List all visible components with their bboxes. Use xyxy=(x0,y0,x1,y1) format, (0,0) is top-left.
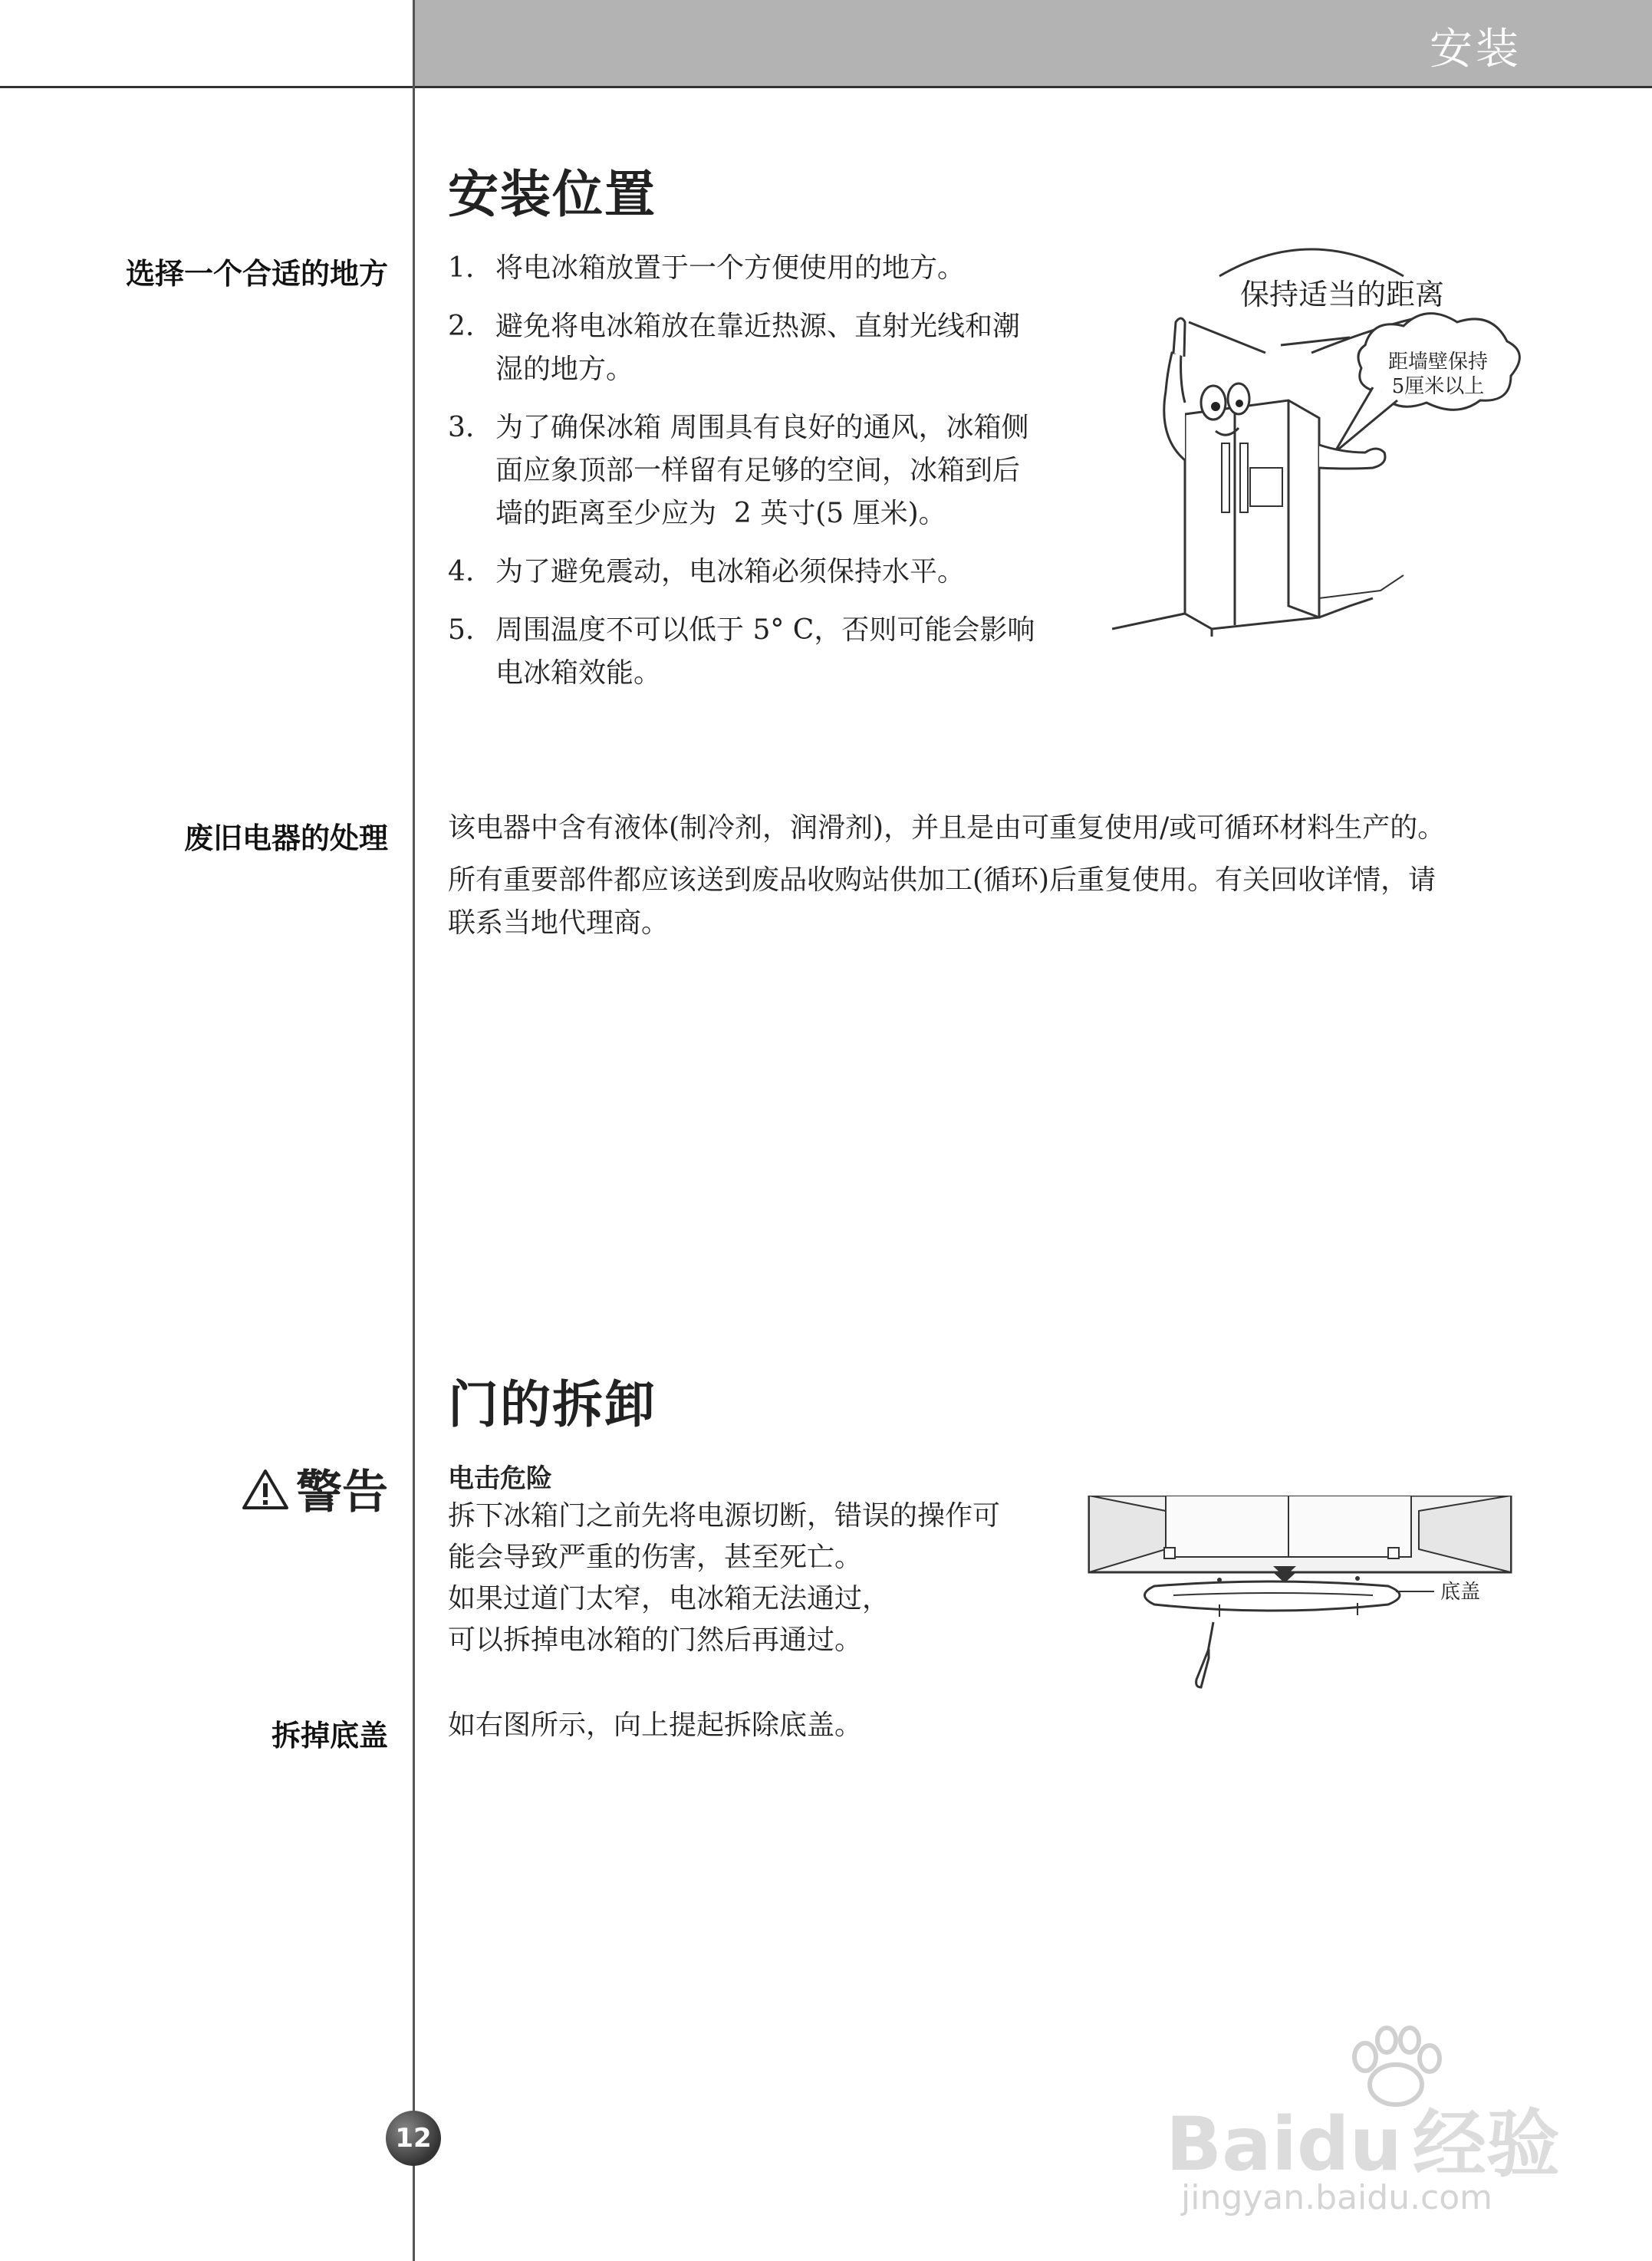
install-location-list xyxy=(448,247,1107,710)
warning-triangle-icon xyxy=(241,1468,290,1511)
side-label-disposal: 废旧电器的处理 xyxy=(183,821,388,855)
hazard-title: 电击危险 xyxy=(448,1463,552,1494)
figure-caption: 保持适当的距离 xyxy=(1239,278,1445,311)
bubble-line-1: 距墙壁保持 xyxy=(1387,351,1489,374)
section-title-install-location: 安装位置 xyxy=(448,164,657,224)
watermark-brand: Bai xyxy=(1166,2101,1297,2187)
disposal-paragraph: 该电器中含有液体(制冷剂，润滑剂)，并且是由可重复使用/或可循环材料生产的。 所有重要部件都应该送到废品收购站供加工(循环)后重复使用。有关回收详情，请 联系当地代理商。 xyxy=(448,812,1446,939)
fridge-mascot-icon xyxy=(1112,230,1542,644)
base-cover-illustration xyxy=(1081,1496,1542,1695)
side-label-choose-location: 选择一个合适的地方 xyxy=(125,257,388,291)
watermark-brand-du: du xyxy=(1296,2101,1402,2187)
base-cover-label: 底盖 xyxy=(1440,1581,1481,1604)
watermark-cn: 经验 xyxy=(1412,2101,1560,2187)
baidu-watermark xyxy=(1166,2025,1626,2224)
remove-cover-text: 如右图所示，向上提起拆除底盖。 xyxy=(448,1710,863,1741)
warning-heading xyxy=(241,1456,388,1522)
base-cover-diagram-icon xyxy=(1081,1496,1542,1695)
warning-label: 警告 xyxy=(296,1466,388,1519)
side-label-remove-cover: 拆掉底盖 xyxy=(271,1719,388,1753)
chapter-title: 安装 xyxy=(1430,25,1522,74)
list-item: 1. 将电冰箱放置于一个方便使用的地方。 xyxy=(448,247,1107,290)
list-item: 4. 为了避免震动，电冰箱必须保持水平。 xyxy=(448,556,966,587)
item-number: 1. xyxy=(448,252,475,284)
list-item: 3. 为了确保冰箱 周围具有良好的通风，冰箱侧 面应象顶部一样留有足够的空间，冰箱到后 墙的距离至少应为 2 英寸(5 厘米)。 xyxy=(448,412,1029,529)
section-title-door-removal: 门的拆卸 xyxy=(448,1374,657,1434)
watermark-url: jingyan.baidu.com xyxy=(1181,2178,1493,2217)
header-divider xyxy=(0,86,1652,88)
fridge-clearance-illustration xyxy=(1112,230,1542,644)
page-number-badge: 12 xyxy=(386,2111,441,2166)
list-item: 5. 周围温度不可以低于 5° C，否则可能会影响 电冰箱效能。 xyxy=(448,614,1035,689)
bubble-line-2: 5厘米以上 xyxy=(1391,375,1485,398)
margin-divider xyxy=(413,0,415,2261)
list-item: 2. 避免将电冰箱放在靠近热源、直射光线和潮 湿的地方。 xyxy=(448,311,1021,385)
hazard-paragraph: 拆下冰箱门之前先将电源切断，错误的操作可 能会导致严重的伤害，甚至死亡。 如果过道门太窄，电冰箱无法通过， 可以拆掉电冰箱的门然后再通过。 xyxy=(448,1500,1001,1656)
